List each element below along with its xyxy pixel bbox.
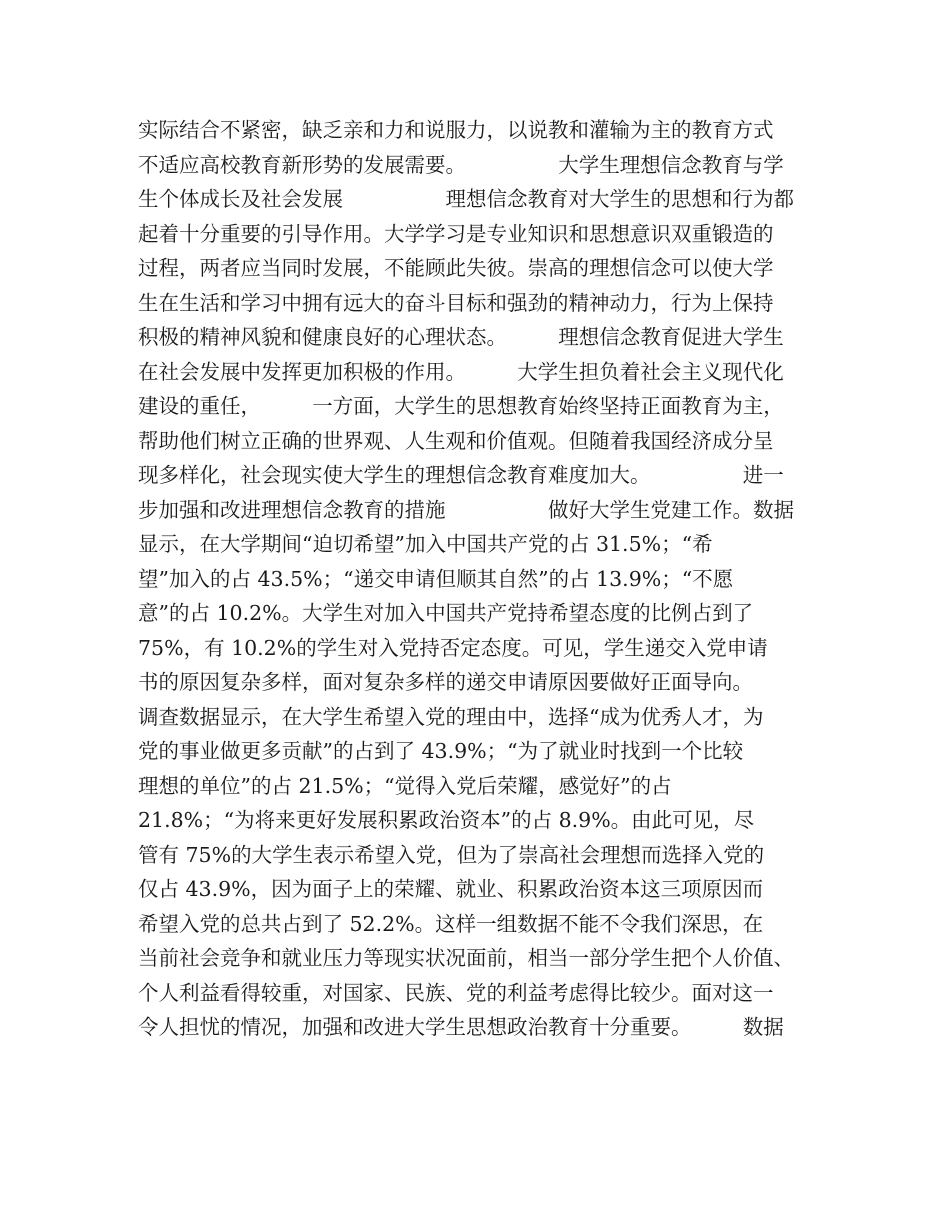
text-line: 过程，两者应当同时发展，不能顾此失彼。崇高的理想信念可以使大学 [138,256,774,280]
text-line: 调查数据显示，在大学生希望入党的理由中，选择“成为优秀人才，为 [138,704,764,729]
text-line: 步加强和改进理想信念教育的措施 做好大学生党建工作。数据 [138,497,794,522]
body-text [138,113,818,1045]
text-line: 理想的单位”的占 21.5%；“觉得入党后荣耀，感觉好”的占 [138,773,672,798]
text-line: 在社会发展中发挥更加积极的作用。 大学生担负着社会主义现代化 [138,359,784,384]
text-line: 实际结合不紧密，缺乏亲和力和说服力，以说教和灌输为主的教育方式 [138,118,774,142]
text-line: 望”加入的占 43.5%；“递交申请但顺其自然”的占 13.9%；“不愿 [138,566,734,591]
text-line: 75%，有 10.2%的学生对入党持否定态度。可见，学生递交入党申请 [138,635,768,660]
text-line: 不适应高校教育新形势的发展需要。 大学生理想信念教育与学 [138,152,784,177]
text-line: 仅占 43.9%，因为面子上的荣耀、就业、积累政治资本这三项原因而 [138,877,764,901]
text-line: 书的原因复杂多样，面对复杂多样的递交申请原因要做好正面导向。 [138,670,753,694]
text-line: 个人利益看得较重，对国家、民族、党的利益考虑得比较少。面对这一 [138,980,774,1005]
text-line: 当前社会竞争和就业压力等现实状况面前，相当一部分学生把个人价值、 [138,946,794,970]
text-line: 生个体成长及社会发展 理想信念教育对大学生的思想和行为都 [138,187,794,211]
text-line: 希望入党的总共占到了 52.2%。这样一组数据不能不令我们深思，在 [138,911,764,936]
text-line: 帮助他们树立正确的世界观、人生观和价值观。但随着我国经济成分呈 [138,428,774,453]
text-line: 管有 75%的大学生表示希望入党，但为了崇高社会理想而选择入党的 [138,842,765,867]
text-line: 生在生活和学习中拥有远大的奋斗目标和强劲的精神动力，行为上保持 [138,290,774,315]
text-line: 起着十分重要的引导作用。大学学习是专业知识和思想意识双重锻造的 [138,221,774,246]
text-line: 21.8%；“为将来更好发展积累政治资本”的占 8.9%。由此可见，尽 [138,808,755,832]
text-line: 建设的重任， 一方面，大学生的思想教育始终坚持正面教育为主， [138,394,784,418]
text-line: 现多样化，社会现实使大学生的理想信念教育难度加大。 进一 [138,463,784,487]
text-line: 显示，在大学期间“迫切希望”加入中国共产党的占 31.5%；“希 [138,532,713,556]
text-line: 意”的占 10.2%。大学生对加入中国共产党持希望态度的比例占到了 [138,601,754,625]
text-line: 党的事业做更多贡献”的占到了 43.9%；“为了就业时找到一个比较 [138,739,744,763]
text-line: 令人担忧的情况，加强和改进大学生思想政治教育十分重要。 数据 [138,1015,784,1039]
text-line: 积极的精神风貌和健康良好的心理状态。 理想信念教育促进大学生 [138,325,784,349]
